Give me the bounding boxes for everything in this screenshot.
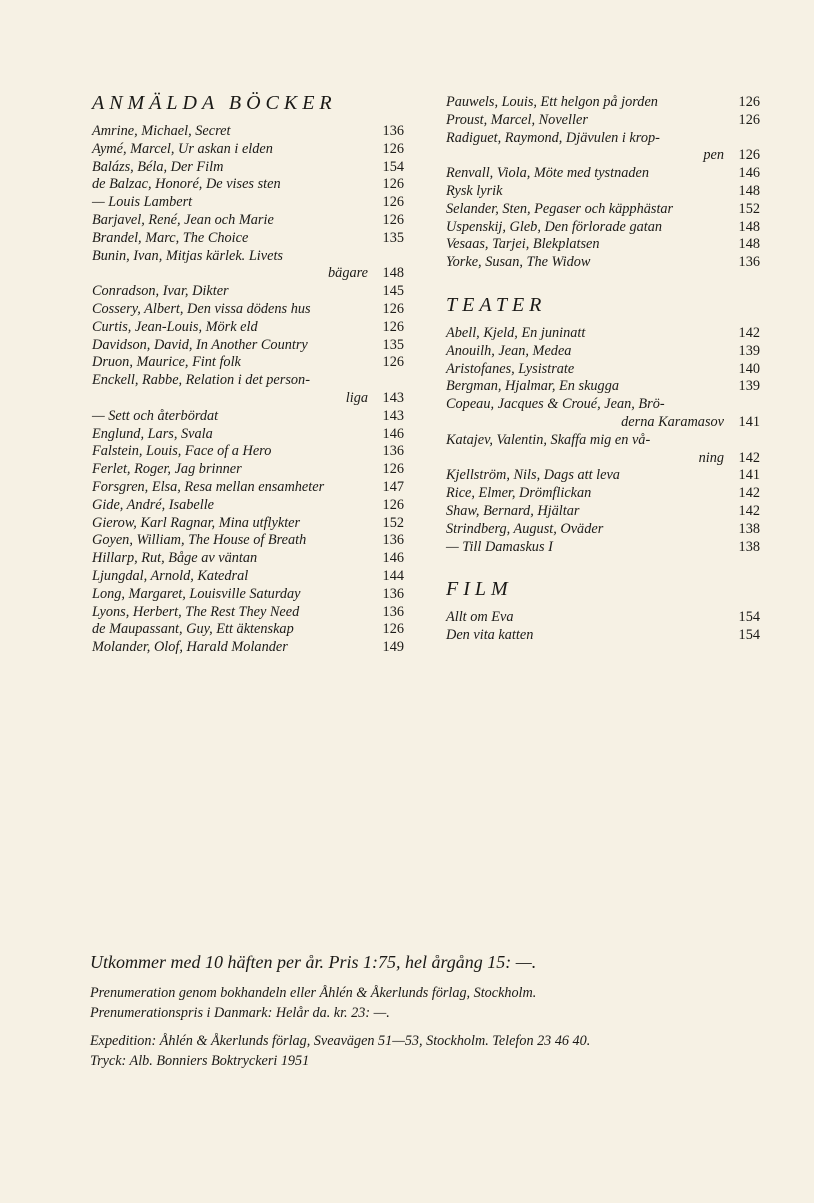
entry-title: Long, Margaret, Louisville Saturday — [92, 585, 301, 602]
entry-page-number: 126 — [382, 318, 404, 335]
printer-info: Tryck: Alb. Bonniers Boktryckeri 1951 — [90, 1053, 310, 1069]
entry-page-number: 144 — [382, 567, 404, 584]
books-heading: ANMÄLDA BÖCKER — [92, 92, 337, 114]
subscription-price: Utkommer med 10 häften per år. Pris 1:75, hel årgång 15: —. — [90, 952, 537, 972]
index-entry — [446, 219, 760, 237]
index-entry — [92, 461, 404, 479]
denmark-price: Prenumerationspris i Danmark: Helår da. kr. 23: —. — [90, 1005, 390, 1021]
entry-page-number: 126 — [382, 496, 404, 513]
index-entry — [446, 112, 760, 130]
entry-title: — Sett och återbördat — [92, 407, 219, 424]
index-entry — [92, 515, 404, 533]
entry-title: Copeau, Jacques & Croué, Jean, Brö- — [446, 396, 665, 413]
index-entry — [92, 248, 404, 266]
entry-page-number: 142 — [738, 324, 760, 341]
index-entry — [446, 94, 760, 112]
entry-title: — Louis Lambert — [92, 194, 193, 211]
entry-title: Bunin, Ivan, Mitjas kärlek. Livets — [92, 247, 283, 264]
entry-page-number: 138 — [738, 520, 760, 537]
index-entry — [446, 627, 760, 645]
entry-title: Strindberg, August, Oväder — [446, 520, 604, 537]
entry-page-number: 138 — [738, 538, 760, 555]
index-entry — [92, 123, 404, 141]
index-entry — [446, 414, 760, 432]
index-entry — [446, 450, 760, 468]
entry-page-number: 141 — [738, 413, 760, 430]
entry-title: Ferlet, Roger, Jag brinner — [92, 461, 242, 478]
entry-page-number: 154 — [738, 609, 760, 626]
entry-title: Rice, Elmer, Drömflickan — [446, 485, 592, 502]
entry-page-number: 152 — [738, 200, 760, 217]
entry-page-number: 140 — [738, 360, 760, 377]
index-entry — [92, 408, 404, 426]
index-entry — [446, 361, 760, 379]
entry-page-number: 145 — [382, 283, 404, 300]
entry-page-number: 152 — [382, 514, 404, 531]
entry-title: Aristofanes, Lysistrate — [446, 360, 575, 377]
books-list-left — [92, 123, 404, 657]
entry-title: Molander, Olof, Harald Molander — [92, 639, 288, 656]
entry-title: Allt om Eva — [446, 609, 514, 626]
entry-title: Yorke, Susan, The Widow — [446, 254, 591, 271]
entry-page-number: 136 — [382, 123, 404, 139]
entry-title: ning — [698, 449, 724, 466]
teater-heading: TEATER — [446, 293, 547, 316]
entry-page-number: 154 — [738, 627, 760, 644]
film-list — [446, 609, 760, 645]
entry-title: Gide, André, Isabelle — [92, 496, 215, 513]
index-entry — [92, 426, 404, 444]
entry-page-number: 146 — [382, 550, 404, 567]
index-entry — [446, 539, 760, 557]
entry-title: Anouilh, Jean, Medea — [446, 342, 572, 359]
index-entry — [92, 586, 404, 604]
index-entry — [92, 372, 404, 390]
index-entry — [92, 443, 404, 461]
entry-page-number: 126 — [382, 211, 404, 228]
entry-page-number: 148 — [738, 236, 760, 253]
index-entry — [92, 479, 404, 497]
entry-page-number: 143 — [382, 407, 404, 424]
entry-page-number: 139 — [738, 378, 760, 395]
entry-title: Englund, Lars, Svala — [92, 425, 213, 442]
entry-title: Forsgren, Elsa, Resa mellan ensamheter — [92, 478, 325, 495]
entry-page-number: 136 — [382, 532, 404, 549]
index-entry — [92, 550, 404, 568]
entry-page-number: 154 — [382, 158, 404, 175]
entry-page-number: 126 — [382, 300, 404, 317]
film-heading: FILM — [446, 578, 513, 601]
entry-page-number: 136 — [738, 254, 760, 271]
entry-title: Davidson, David, In Another Country — [92, 336, 308, 353]
entry-title: — Till Damaskus I — [446, 538, 553, 555]
index-entry — [92, 390, 404, 408]
entry-page-number: 136 — [382, 443, 404, 460]
entry-title: liga — [345, 389, 368, 406]
entry-page-number: 136 — [382, 603, 404, 620]
index-entry — [446, 467, 760, 485]
expedition-info: Expedition: Åhlén & Åkerlunds förlag, Sveavägen 51—53, Stockholm. Telefon 23 46 40. — [90, 1033, 591, 1049]
entry-page-number: 135 — [382, 336, 404, 353]
entry-page-number: 126 — [382, 194, 404, 211]
index-entry — [92, 159, 404, 177]
index-entry — [92, 265, 404, 283]
entry-page-number: 126 — [738, 111, 760, 128]
index-entry — [92, 301, 404, 319]
index-entry — [92, 176, 404, 194]
entry-page-number: 126 — [382, 621, 404, 638]
index-entry — [92, 621, 404, 639]
entry-title: Proust, Marcel, Noveller — [446, 111, 588, 128]
entry-title: Barjavel, René, Jean och Marie — [92, 211, 274, 228]
entry-title: Ljungdal, Arnold, Katedral — [92, 567, 249, 584]
index-entry — [92, 568, 404, 586]
entry-page-number: 142 — [738, 502, 760, 519]
index-entry — [446, 396, 760, 414]
entry-title: derna Karamasov — [621, 413, 724, 430]
entry-title: Uspenskij, Gleb, Den förlorade gatan — [446, 218, 663, 235]
entry-title: Gierow, Karl Ragnar, Mina utflykter — [92, 514, 301, 531]
entry-title: Radiguet, Raymond, Djävulen i krop- — [446, 129, 660, 146]
subscription-info: Prenumeration genom bokhandeln eller Åhlén & Åkerlunds förlag, Stockholm. — [90, 985, 537, 1001]
entry-page-number: 146 — [738, 165, 760, 182]
entry-title: Kjellström, Nils, Dags att leva — [446, 467, 620, 484]
index-entry — [446, 201, 760, 219]
index-entry — [92, 319, 404, 337]
entry-page-number: 126 — [382, 176, 404, 193]
entry-page-number: 148 — [738, 218, 760, 235]
entry-title: bägare — [328, 265, 368, 282]
entry-page-number: 141 — [738, 467, 760, 484]
entry-title: Brandel, Marc, The Choice — [92, 229, 249, 246]
entry-title: Enckell, Rabbe, Relation i det person- — [92, 372, 310, 389]
index-entry — [446, 183, 760, 201]
entry-title: Abell, Kjeld, En juninatt — [446, 324, 586, 341]
entry-title: Hillarp, Rut, Båge av väntan — [92, 550, 258, 567]
index-entry — [92, 194, 404, 212]
entry-page-number: 126 — [382, 140, 404, 157]
books-column-left — [92, 92, 404, 657]
index-entry — [92, 639, 404, 657]
index-entry — [446, 609, 760, 627]
entry-title: Selander, Sten, Pegaser och käpphästar — [446, 200, 674, 217]
entry-title: Pauwels, Louis, Ett helgon på jorden — [446, 94, 658, 110]
index-entry — [92, 604, 404, 622]
entry-page-number: 139 — [738, 342, 760, 359]
entry-page-number: 136 — [382, 585, 404, 602]
entry-page-number: 147 — [382, 478, 404, 495]
entry-title: pen — [703, 147, 724, 164]
index-entry — [92, 532, 404, 550]
index-entry — [92, 354, 404, 372]
entry-page-number: 126 — [382, 354, 404, 371]
entry-title: Conradson, Ivar, Dikter — [92, 283, 229, 300]
entry-title: Rysk lyrik — [446, 182, 503, 199]
books-column-right — [446, 94, 760, 645]
index-entry — [446, 432, 760, 450]
index-entry — [446, 485, 760, 503]
entry-title: de Balzac, Honoré, De vises sten — [92, 176, 281, 193]
index-entry — [446, 521, 760, 539]
index-entry — [446, 325, 760, 343]
entry-title: Goyen, William, The House of Breath — [92, 532, 307, 549]
entry-page-number: 143 — [382, 389, 404, 406]
entry-title: Curtis, Jean-Louis, Mörk eld — [92, 318, 258, 335]
index-entry — [92, 337, 404, 355]
entry-title: Katajev, Valentin, Skaffa mig en vå- — [446, 431, 651, 448]
entry-page-number: 148 — [382, 265, 404, 282]
entry-title: Lyons, Herbert, The Rest They Need — [92, 603, 300, 620]
index-entry — [446, 378, 760, 396]
index-entry — [446, 147, 760, 165]
entry-title: Aymé, Marcel, Ur askan i elden — [92, 140, 273, 157]
index-entry — [446, 343, 760, 361]
index-entry — [446, 165, 760, 183]
entry-title: Renvall, Viola, Möte med tystnaden — [446, 165, 650, 182]
entry-page-number: 126 — [382, 461, 404, 478]
index-entry — [92, 283, 404, 301]
entry-title: Falstein, Louis, Face of a Hero — [92, 443, 272, 460]
entry-title: Den vita katten — [446, 627, 534, 644]
entry-page-number: 135 — [382, 229, 404, 246]
teater-list — [446, 325, 760, 556]
index-entry — [446, 236, 760, 254]
entry-title: Amrine, Michael, Secret — [92, 123, 231, 139]
index-entry — [446, 254, 760, 272]
entry-page-number: 148 — [738, 182, 760, 199]
entry-title: Vesaas, Tarjei, Blekplatsen — [446, 236, 600, 253]
index-entry — [92, 230, 404, 248]
index-entry — [92, 141, 404, 159]
entry-page-number: 149 — [382, 639, 404, 656]
entry-title: Druon, Maurice, Fint folk — [92, 354, 241, 371]
entry-title: Balázs, Béla, Der Film — [92, 158, 224, 175]
entry-page-number: 142 — [738, 449, 760, 466]
entry-title: Bergman, Hjalmar, En skugga — [446, 378, 620, 395]
index-entry — [446, 503, 760, 521]
entry-title: Shaw, Bernard, Hjältar — [446, 502, 580, 519]
index-entry — [92, 497, 404, 515]
entry-title: de Maupassant, Guy, Ett äktenskap — [92, 621, 294, 638]
entry-page-number: 126 — [738, 94, 760, 110]
entry-page-number: 142 — [738, 485, 760, 502]
index-entry — [92, 212, 404, 230]
entry-page-number: 126 — [738, 147, 760, 164]
entry-title: Cossery, Albert, Den vissa dödens hus — [92, 300, 311, 317]
index-entry — [446, 130, 760, 148]
publication-info — [90, 952, 770, 1071]
entry-page-number: 146 — [382, 425, 404, 442]
books-list-right — [446, 94, 760, 272]
